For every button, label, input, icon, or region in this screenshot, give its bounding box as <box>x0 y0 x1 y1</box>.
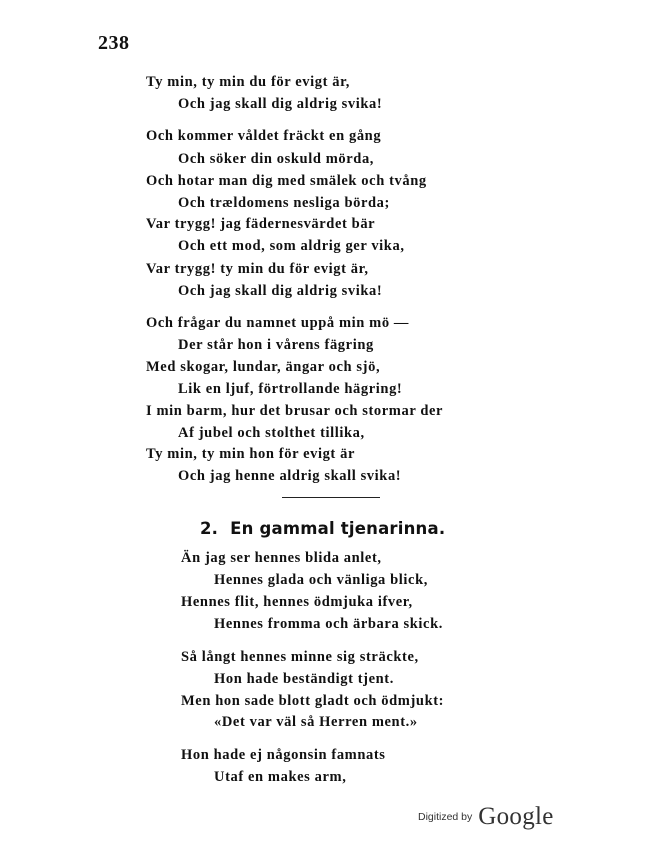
poem-line: Och jag skall dig aldrig svika! <box>178 96 383 112</box>
section-number: 2. <box>200 519 219 538</box>
page-number: 238 <box>98 32 130 54</box>
section-divider <box>282 497 380 498</box>
poem-line: Var trygg! jag fädernesvärdet bär <box>146 216 376 232</box>
poem-line: Hennes flit, hennes ödmjuka ifver, <box>181 594 413 610</box>
section-title: En gammal tjenarinna. <box>230 519 446 538</box>
poem-line: Och kommer våldet fräckt en gång <box>146 128 382 144</box>
poem-line: Och söker din oskuld mörda, <box>178 151 375 167</box>
poem-line: Hon hade ej någonsin famnats <box>181 747 386 763</box>
poem-line: I min barm, hur det brusar och stormar der <box>146 403 444 419</box>
poem-line: Med skogar, lundar, ängar och sjö, <box>146 359 381 375</box>
poem-line: Ty min, ty min du för evigt är, <box>146 74 351 90</box>
digitized-watermark <box>418 803 554 831</box>
poem-line: Hennes glada och vänliga blick, <box>214 572 428 588</box>
poem-line: Och hotar man dig med smälek och tvång <box>146 173 427 189</box>
poem-line: Hennes fromma och ärbara skick. <box>214 616 443 632</box>
poem-line: Och frågar du namnet uppå min mö — <box>146 315 410 331</box>
section-heading <box>200 519 445 538</box>
poem-line: Och jag skall dig aldrig svika! <box>178 283 383 299</box>
digitized-label: Digitized by <box>418 811 473 823</box>
poem-line: Der står hon i vårens fägring <box>178 337 374 353</box>
poem-line: Än jag ser hennes blida anlet, <box>181 550 382 566</box>
poem-line: Af jubel och stolthet tillika, <box>178 425 365 441</box>
poem-line: Och jag henne aldrig skall svika! <box>178 468 402 484</box>
poem-line: Ty min, ty min hon för evigt är <box>146 446 355 462</box>
google-logo: Google <box>478 803 554 830</box>
poem-line: «Det var väl så Herren ment.» <box>214 714 418 730</box>
poem-line: Lik en ljuf, förtrollande hägring! <box>178 381 403 397</box>
poem-line: Var trygg! ty min du för evigt är, <box>146 261 369 277</box>
poem-line: Och trældomens nesliga börda; <box>178 195 390 211</box>
poem-line: Utaf en makes arm, <box>214 769 347 785</box>
poem-line: Hon hade beständigt tjent. <box>214 671 394 687</box>
poem-line: Så långt hennes minne sig sträckte, <box>181 649 419 665</box>
poem-line: Och ett mod, som aldrig ger vika, <box>178 238 405 254</box>
poem-line: Men hon sade blott gladt och ödmjukt: <box>181 693 445 709</box>
